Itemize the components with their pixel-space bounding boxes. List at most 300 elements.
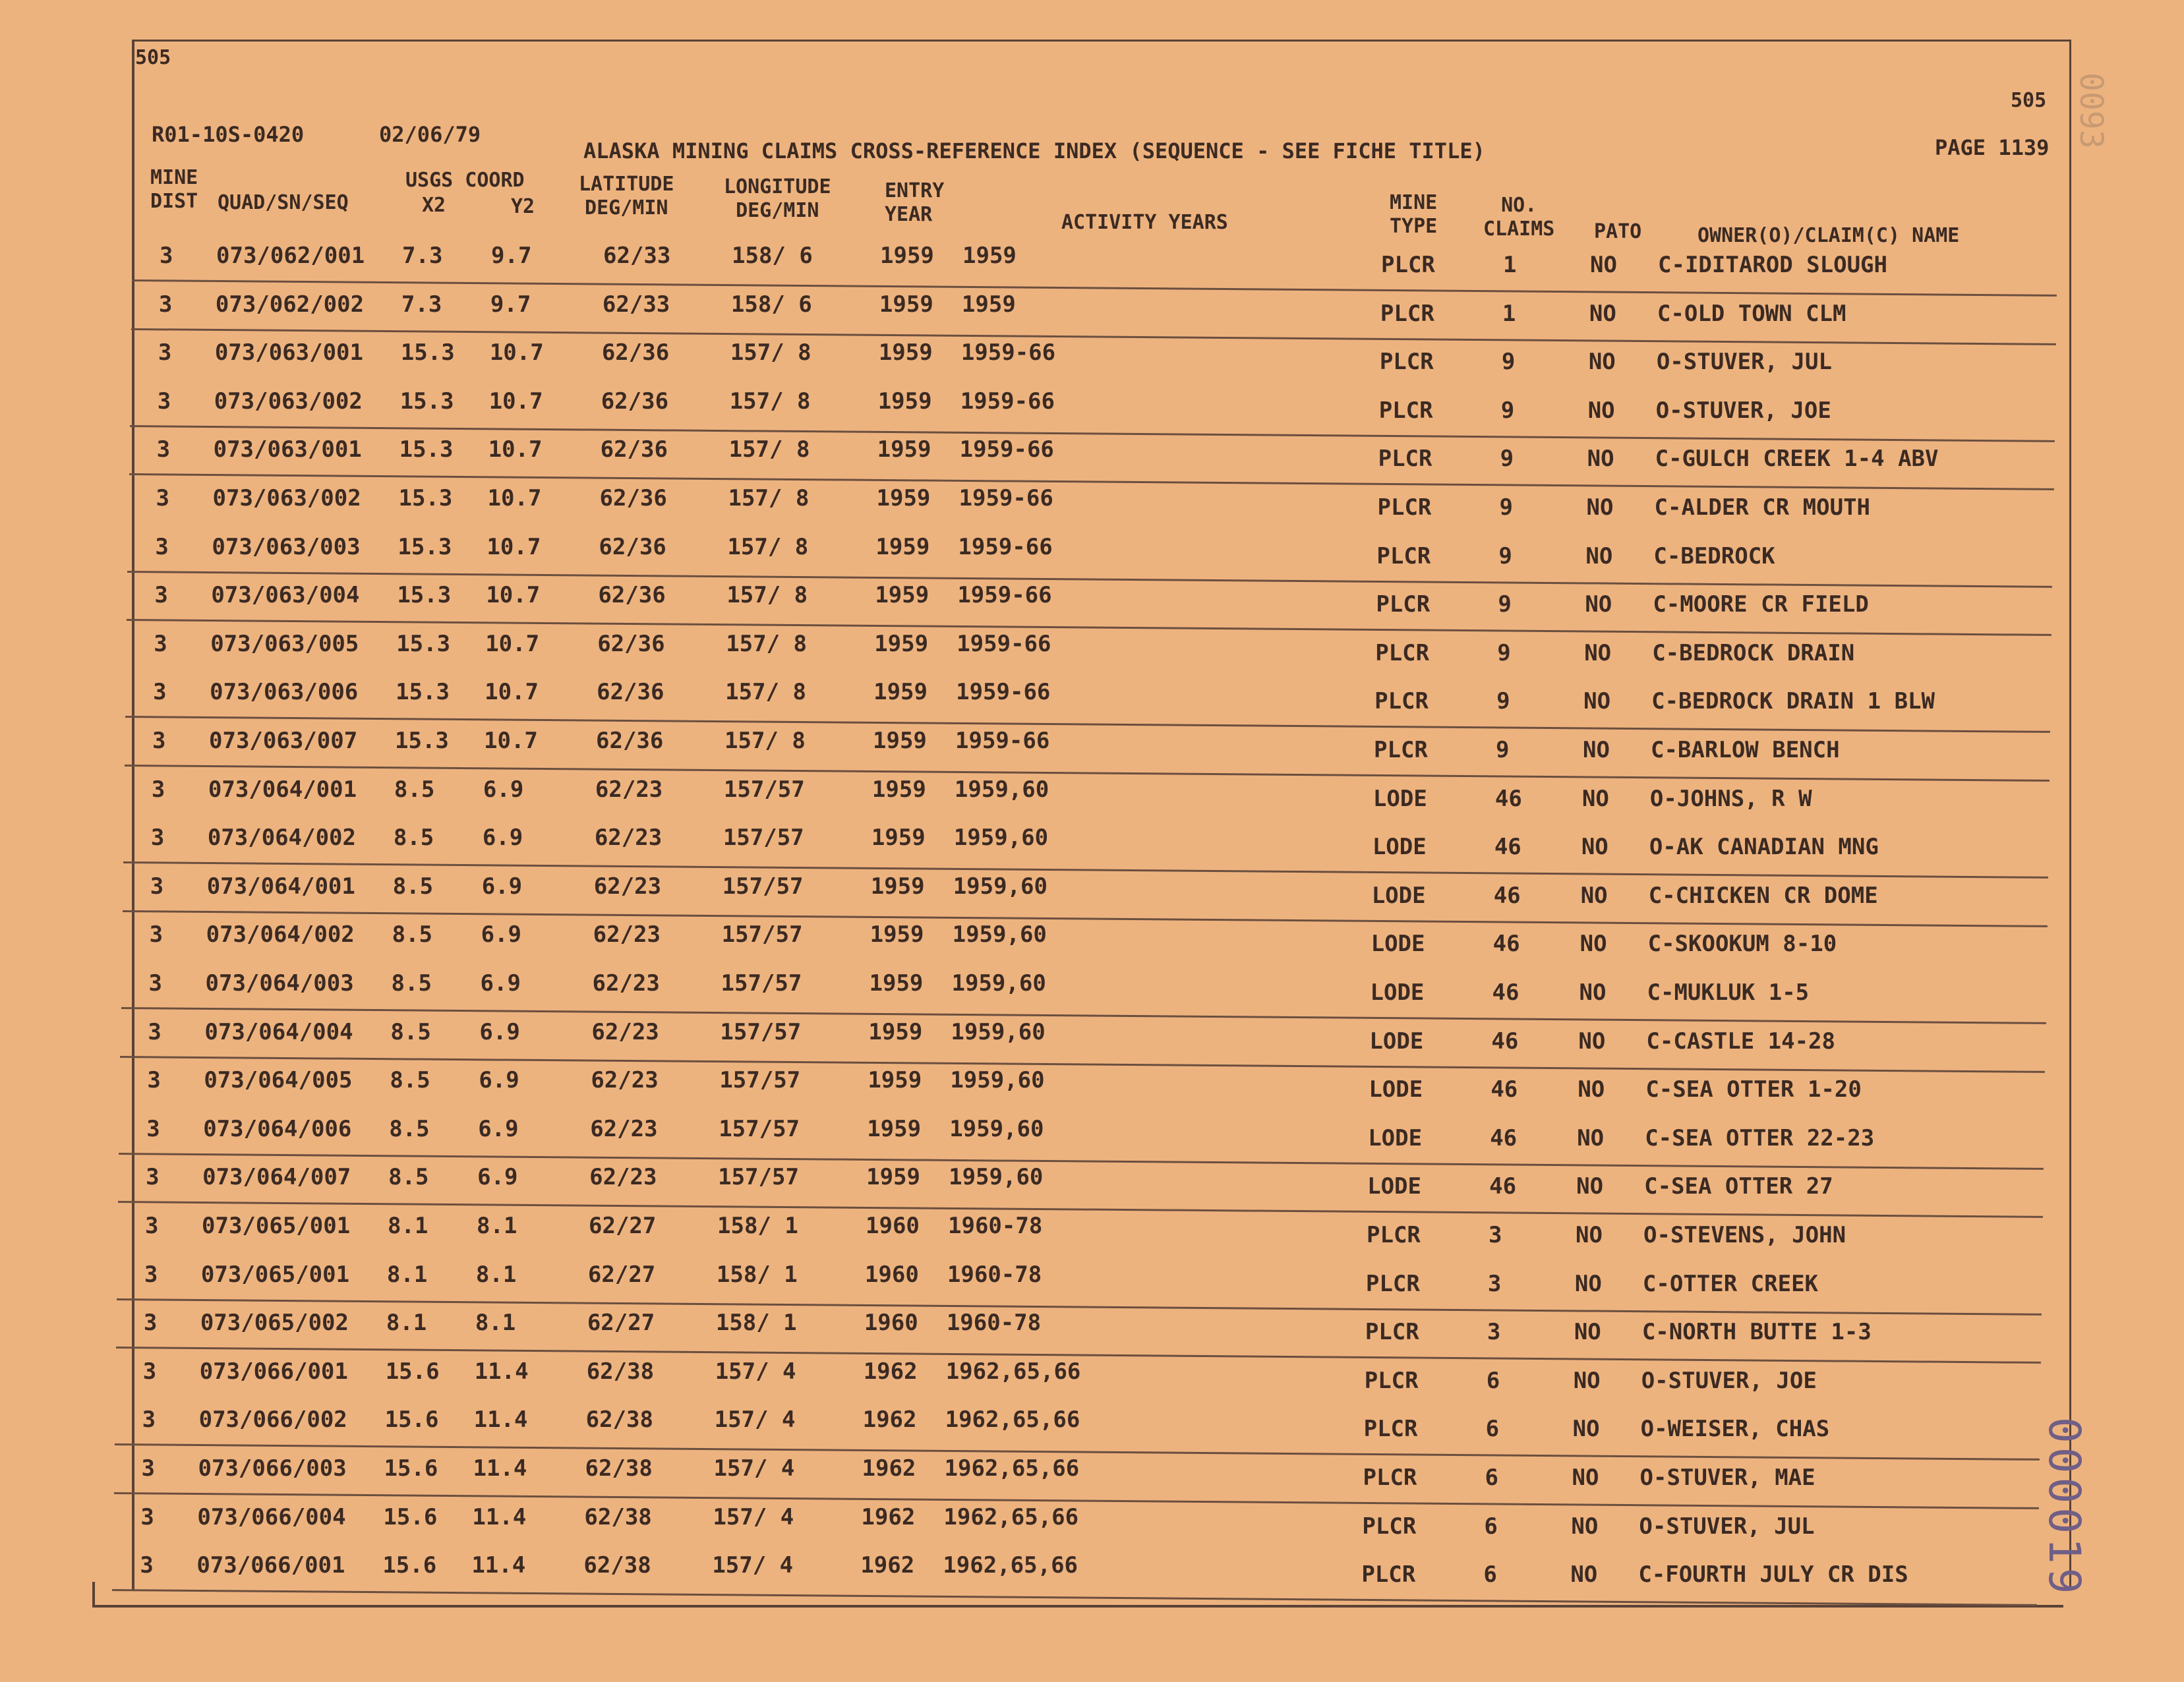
longitude: 157/ 4: [713, 1455, 795, 1482]
entry-year: 1959: [871, 776, 926, 803]
mine-type: PLCR: [1374, 688, 1429, 715]
latitude: 62/36: [601, 339, 670, 366]
mine-type: LODE: [1372, 834, 1427, 861]
quad-sn-seq: 073/066/001: [199, 1358, 348, 1385]
no-claims: 6: [1485, 1416, 1500, 1443]
mine-dist: 3: [141, 1455, 155, 1482]
col-longitude-line2: DEG/MIN: [736, 199, 819, 222]
owner-claim-name: C-GULCH CREEK 1-4 ABV: [1655, 446, 1939, 473]
mine-type: PLCR: [1365, 1270, 1420, 1297]
film-mark-top-left: 505: [135, 46, 171, 69]
table-row: [0, 1455, 2166, 1504]
no-claims: 9: [1498, 591, 1512, 618]
entry-year: 1960: [864, 1261, 919, 1288]
mine-dist: 3: [156, 485, 169, 511]
quad-sn-seq: 073/064/005: [204, 1067, 353, 1094]
latitude: 62/36: [598, 582, 666, 609]
entry-year: 1959: [868, 1067, 922, 1094]
pato: NO: [1584, 639, 1612, 666]
table-row: [0, 1504, 2165, 1553]
usgs-y2: 10.7: [487, 533, 541, 560]
no-claims: 9: [1500, 446, 1514, 473]
pato: NO: [1579, 979, 1607, 1006]
mine-type: LODE: [1369, 1028, 1424, 1055]
col-mine-type: [1390, 191, 1437, 239]
owner-claim-name: C-MUKLUK 1-5: [1647, 979, 1810, 1006]
mine-dist: 3: [158, 291, 173, 318]
latitude: 62/23: [593, 921, 661, 948]
pato: NO: [1577, 1124, 1605, 1151]
longitude: 157/57: [723, 825, 804, 852]
longitude: 157/ 8: [726, 630, 808, 657]
mine-type: PLCR: [1378, 446, 1432, 473]
longitude: 157/57: [722, 873, 804, 900]
usgs-x2: 8.5: [392, 921, 433, 948]
quad-sn-seq: 073/063/004: [211, 582, 360, 609]
quad-sn-seq: 073/064/007: [202, 1164, 351, 1191]
pato: NO: [1574, 1319, 1601, 1346]
latitude: 62/36: [597, 679, 664, 706]
longitude: 157/57: [718, 1164, 799, 1191]
no-claims: 1: [1503, 252, 1517, 278]
col-activity-years: ACTIVITY YEARS: [1061, 211, 1228, 234]
mine-type: LODE: [1372, 785, 1427, 812]
no-claims: 46: [1491, 1028, 1519, 1055]
owner-claim-name: C-MOORE CR FIELD: [1653, 591, 1869, 618]
pato: NO: [1576, 1173, 1604, 1200]
mine-type: LODE: [1368, 1124, 1423, 1151]
entry-year: 1959: [875, 533, 930, 560]
no-claims: 9: [1500, 397, 1515, 424]
table-row: [0, 1552, 2164, 1601]
pato: NO: [1576, 1222, 1603, 1248]
usgs-x2: 8.5: [391, 970, 432, 997]
usgs-x2: 15.3: [400, 339, 455, 366]
usgs-y2: 10.7: [485, 630, 540, 657]
mine-dist: 3: [147, 1067, 161, 1094]
no-claims: 9: [1496, 737, 1510, 763]
activity-years: 1962,65,66: [944, 1455, 1080, 1482]
owner-claim-name: C-ALDER CR MOUTH: [1654, 494, 1871, 521]
col-entry-year: [885, 179, 944, 227]
usgs-y2: 6.9: [480, 970, 521, 997]
entry-year: 1962: [862, 1406, 917, 1434]
col-owner-claim: OWNER(O)/CLAIM(C) NAME: [1697, 224, 1960, 247]
usgs-x2: 8.5: [392, 873, 434, 900]
usgs-y2: 6.9: [478, 1115, 519, 1142]
no-claims: 46: [1489, 1173, 1517, 1200]
pato: NO: [1572, 1416, 1600, 1443]
longitude: 158/ 6: [730, 291, 812, 318]
table-row: [0, 339, 2183, 388]
mine-dist: 3: [140, 1552, 154, 1579]
quad-sn-seq: 073/063/003: [212, 533, 361, 560]
pato: NO: [1574, 1270, 1602, 1297]
usgs-x2: 8.1: [386, 1261, 428, 1288]
latitude: 62/23: [594, 825, 663, 852]
table-row: [0, 873, 2175, 922]
activity-years: 1959,60: [953, 873, 1048, 900]
owner-claim-name: C-CHICKEN CR DOME: [1648, 882, 1878, 909]
mine-type: PLCR: [1361, 1561, 1416, 1588]
owner-claim-name: O-WEISER, CHAS: [1640, 1416, 1830, 1443]
owner-claim-name: C-BEDROCK: [1653, 542, 1775, 569]
latitude: 62/38: [585, 1455, 653, 1482]
latitude: 62/23: [589, 1164, 657, 1191]
mine-type: PLCR: [1380, 300, 1434, 327]
activity-years: 1959-66: [957, 582, 1052, 609]
no-claims: 46: [1493, 882, 1521, 909]
owner-claim-name: C-SKOOKUM 8-10: [1647, 931, 1837, 958]
usgs-x2: 8.5: [388, 1164, 429, 1191]
table-row: [0, 1019, 2172, 1068]
quad-sn-seq: 073/064/004: [204, 1018, 353, 1045]
mine-dist: 3: [146, 1164, 160, 1191]
mine-dist: 3: [153, 679, 167, 706]
mine-dist: 3: [158, 339, 172, 366]
usgs-x2: 15.3: [396, 630, 451, 657]
no-claims: 46: [1492, 931, 1520, 958]
mine-dist: 3: [142, 1358, 157, 1385]
mine-dist: 3: [156, 436, 171, 463]
pato: NO: [1579, 931, 1607, 958]
usgs-x2: 8.5: [390, 1018, 431, 1045]
table-row: [0, 534, 2179, 583]
mine-dist: 3: [154, 630, 167, 657]
activity-years: 1959-66: [959, 436, 1054, 463]
report-id: R01-10S-0420: [152, 122, 305, 147]
row-rule: [112, 1589, 2037, 1606]
usgs-x2: 15.3: [395, 728, 449, 754]
table-row: [0, 728, 2177, 776]
table-row: [0, 1406, 2167, 1455]
col-x2: X2: [422, 194, 446, 217]
col-pato: PATO: [1594, 220, 1642, 243]
col-latitude-line2: DEG/MIN: [585, 196, 668, 219]
table-row: [0, 1310, 2168, 1358]
usgs-x2: 15.3: [397, 582, 452, 609]
col-entry-year-line2: YEAR: [885, 203, 933, 226]
quad-sn-seq: 073/063/007: [209, 728, 358, 754]
col-mine-type-line2: TYPE: [1390, 215, 1438, 238]
latitude: 62/36: [600, 436, 668, 463]
mine-type: PLCR: [1381, 252, 1435, 278]
latitude: 62/27: [589, 1213, 657, 1239]
mine-dist: 3: [145, 1213, 159, 1239]
usgs-y2: 6.9: [482, 825, 523, 852]
col-no-claims: [1483, 194, 1554, 241]
pato: NO: [1583, 737, 1610, 763]
activity-years: 1959,60: [951, 970, 1046, 997]
col-entry-year-line1: ENTRY: [885, 179, 945, 202]
latitude: 62/36: [599, 533, 666, 560]
table-row: [0, 679, 2177, 728]
no-claims: 46: [1494, 785, 1522, 812]
owner-claim-name: O-STUVER, JUL: [1656, 349, 1832, 376]
owner-claim-name: O-STUVER, MAE: [1639, 1464, 1815, 1491]
no-claims: 9: [1497, 639, 1511, 666]
table-row: [0, 582, 2179, 631]
longitude: 157/57: [719, 1115, 800, 1142]
quad-sn-seq: 073/064/002: [206, 921, 355, 948]
pato: NO: [1581, 834, 1608, 861]
usgs-y2: 11.4: [473, 1455, 527, 1482]
pato: NO: [1587, 446, 1614, 473]
longitude: 158/ 1: [717, 1213, 798, 1239]
usgs-y2: 10.7: [484, 728, 538, 754]
usgs-y2: 11.4: [471, 1552, 526, 1579]
mine-dist: 3: [149, 921, 163, 948]
mine-dist: 3: [140, 1503, 154, 1530]
mine-dist: 3: [148, 970, 162, 997]
longitude: 157/ 4: [715, 1358, 796, 1385]
no-claims: 46: [1492, 979, 1520, 1006]
pato: NO: [1587, 397, 1615, 424]
table-row: [0, 631, 2178, 680]
longitude: 157/ 4: [713, 1503, 794, 1530]
activity-years: 1959,60: [953, 825, 1049, 852]
mine-dist: 3: [151, 776, 165, 803]
latitude: 62/36: [597, 630, 665, 657]
mine-type: LODE: [1370, 979, 1425, 1006]
col-quad: QUAD/SN/SEQ: [218, 191, 349, 214]
activity-years: 1959,60: [950, 1067, 1045, 1094]
activity-years: 1959,60: [954, 776, 1049, 803]
table-row: [0, 485, 2181, 534]
usgs-x2: 15.6: [385, 1358, 440, 1385]
quad-sn-seq: 073/064/003: [205, 970, 354, 997]
owner-claim-name: C-BARLOW BENCH: [1651, 737, 1840, 763]
longitude: 157/57: [719, 1067, 801, 1094]
longitude: 158/ 1: [716, 1261, 798, 1288]
table-row: [0, 1213, 2169, 1262]
mine-type: PLCR: [1379, 349, 1434, 376]
pato: NO: [1580, 882, 1608, 909]
mine-type: PLCR: [1374, 737, 1428, 763]
quad-sn-seq: 073/065/001: [202, 1213, 351, 1239]
entry-year: 1962: [862, 1455, 916, 1482]
usgs-x2: 8.5: [389, 1115, 430, 1142]
latitude: 62/38: [583, 1552, 651, 1579]
longitude: 157/57: [720, 1018, 802, 1045]
entry-year: 1959: [867, 1115, 922, 1142]
usgs-y2: 11.4: [473, 1406, 528, 1434]
col-usgs-coord: USGS COORD: [405, 169, 525, 192]
usgs-y2: 6.9: [479, 1018, 520, 1045]
no-claims: 6: [1484, 1513, 1498, 1540]
page-number: PAGE 1139: [1935, 135, 2050, 160]
usgs-y2: 10.7: [485, 679, 539, 706]
col-latitude: [579, 173, 674, 220]
latitude: 62/23: [591, 1018, 659, 1045]
pato: NO: [1581, 785, 1609, 812]
table-row: [0, 776, 2176, 825]
usgs-y2: 11.4: [472, 1503, 527, 1530]
owner-claim-name: C-CASTLE 14-28: [1646, 1028, 1835, 1055]
longitude: 157/ 8: [727, 533, 809, 560]
usgs-y2: 11.4: [474, 1358, 529, 1385]
mine-dist: 3: [155, 533, 169, 560]
col-longitude: [724, 175, 831, 223]
no-claims: 46: [1490, 1076, 1518, 1103]
usgs-x2: 15.6: [383, 1503, 438, 1530]
mine-dist: 3: [152, 728, 166, 754]
pato: NO: [1571, 1513, 1599, 1540]
mine-type: PLCR: [1378, 397, 1433, 424]
longitude: 157/ 8: [728, 436, 810, 463]
entry-year: 1959: [874, 630, 929, 657]
usgs-y2: 8.1: [477, 1213, 517, 1239]
mine-dist: 3: [143, 1310, 158, 1337]
activity-years: 1959-66: [955, 728, 1050, 754]
entry-year: 1959: [880, 243, 934, 269]
entry-year: 1959: [866, 1164, 920, 1191]
entry-year: 1959: [873, 679, 928, 706]
longitude: 157/ 4: [714, 1406, 796, 1434]
longitude: 157/ 4: [712, 1552, 794, 1579]
col-mine-dist-line1: MINE: [150, 166, 198, 189]
owner-claim-name: C-OTTER CREEK: [1642, 1270, 1819, 1297]
mine-dist: 3: [150, 873, 164, 900]
mine-type: LODE: [1371, 882, 1426, 909]
table-row: [0, 388, 2182, 437]
col-longitude-line1: LONGITUDE: [724, 175, 831, 198]
mine-dist: 3: [142, 1406, 156, 1434]
activity-years: 1959: [962, 243, 1017, 269]
mine-type: LODE: [1369, 1076, 1423, 1103]
quad-sn-seq: 073/063/002: [212, 485, 361, 511]
entry-year: 1959: [870, 921, 924, 948]
owner-claim-name: C-SEA OTTER 27: [1644, 1173, 1833, 1200]
longitude: 158/ 6: [732, 243, 813, 269]
no-claims: 9: [1498, 542, 1512, 569]
mine-type: PLCR: [1363, 1416, 1418, 1443]
latitude: 62/36: [599, 485, 667, 511]
mine-dist: 3: [150, 825, 165, 852]
film-side-number-top: 0093: [2073, 72, 2110, 149]
latitude: 62/36: [601, 388, 669, 415]
longitude: 157/57: [721, 970, 802, 997]
longitude: 157/ 8: [725, 679, 806, 706]
latitude: 62/38: [584, 1503, 652, 1530]
col-latitude-line1: LATITUDE: [579, 173, 674, 196]
owner-claim-name: O-STEVENS, JOHN: [1643, 1222, 1846, 1248]
mine-dist: 3: [148, 1018, 162, 1045]
usgs-x2: 8.5: [393, 825, 434, 852]
latitude: 62/23: [595, 776, 663, 803]
owner-claim-name: C-FOURTH JULY CR DIS: [1638, 1561, 1908, 1588]
longitude: 157/ 8: [730, 339, 812, 366]
col-mine-dist-line2: DIST: [150, 190, 198, 213]
pato: NO: [1572, 1464, 1599, 1491]
activity-years: 1959-66: [958, 533, 1053, 560]
usgs-x2: 8.1: [386, 1310, 427, 1337]
entry-year: 1962: [861, 1503, 916, 1530]
mine-type: PLCR: [1362, 1513, 1417, 1540]
pato: NO: [1585, 591, 1612, 618]
usgs-y2: 6.9: [481, 873, 523, 900]
owner-claim-name: O-AK CANADIAN MNG: [1649, 834, 1879, 861]
usgs-x2: 15.3: [398, 533, 452, 560]
activity-years: 1959-66: [959, 485, 1053, 511]
table-row: [0, 243, 2184, 291]
activity-years: 1962,65,66: [943, 1503, 1079, 1530]
pato: NO: [1573, 1367, 1601, 1394]
usgs-y2: 10.7: [487, 485, 542, 511]
entry-year: 1959: [877, 388, 932, 415]
activity-years: 1962,65,66: [943, 1552, 1078, 1579]
mine-type: LODE: [1371, 931, 1425, 958]
pato: NO: [1586, 494, 1614, 521]
table-row: [0, 1067, 2171, 1116]
activity-years: 1960-78: [946, 1310, 1042, 1337]
quad-sn-seq: 073/064/002: [207, 825, 356, 852]
table-row: [0, 436, 2181, 485]
owner-claim-name: C-BEDROCK DRAIN: [1652, 639, 1855, 666]
quad-sn-seq: 073/063/006: [210, 679, 359, 706]
mine-type: PLCR: [1377, 494, 1432, 521]
mine-type: PLCR: [1364, 1367, 1419, 1394]
entry-year: 1959: [876, 485, 931, 511]
usgs-y2: 9.7: [491, 243, 532, 269]
latitude: 62/23: [590, 1115, 658, 1142]
activity-years: 1962,65,66: [945, 1406, 1080, 1434]
usgs-x2: 7.3: [401, 291, 442, 318]
pato: NO: [1578, 1076, 1605, 1103]
entry-year: 1959: [873, 728, 927, 754]
table-row: [0, 1358, 2168, 1407]
col-y2: Y2: [511, 195, 535, 218]
mine-type: PLCR: [1365, 1319, 1419, 1346]
report-title: ALASKA MINING CLAIMS CROSS-REFERENCE INDEX (SEQUENCE - SEE FICHE TITLE): [583, 138, 1485, 163]
mine-dist: 3: [154, 582, 168, 609]
entry-year: 1959: [879, 291, 933, 318]
latitude: 62/27: [587, 1261, 656, 1288]
owner-claim-name: C-OLD TOWN CLM: [1657, 300, 1846, 327]
usgs-y2: 6.9: [481, 921, 522, 948]
quad-sn-seq: 073/062/001: [216, 243, 365, 269]
entry-year: 1959: [878, 339, 933, 366]
col-no-claims-line2: CLAIMS: [1483, 218, 1555, 241]
no-claims: 9: [1501, 349, 1516, 376]
mine-dist: 3: [146, 1115, 160, 1142]
usgs-y2: 6.9: [477, 1164, 518, 1191]
activity-years: 1959,60: [951, 1018, 1046, 1045]
usgs-x2: 8.5: [390, 1067, 430, 1094]
col-no-claims-line1: NO.: [1501, 194, 1537, 217]
pato: NO: [1588, 349, 1616, 376]
mine-dist: 3: [144, 1261, 158, 1288]
no-claims: 6: [1483, 1561, 1497, 1588]
latitude: 62/38: [586, 1358, 655, 1385]
report-date: 02/06/79: [379, 122, 481, 147]
usgs-x2: 15.3: [398, 485, 453, 511]
owner-claim-name: O-STUVER, JOE: [1641, 1367, 1817, 1394]
table-row: [0, 921, 2174, 970]
usgs-x2: 8.1: [388, 1213, 428, 1239]
activity-years: 1960-78: [948, 1213, 1043, 1239]
table-row: [0, 1262, 2169, 1310]
latitude: 62/23: [591, 1067, 659, 1094]
quad-sn-seq: 073/065/002: [200, 1310, 349, 1337]
activity-years: 1959,60: [952, 921, 1047, 948]
quad-sn-seq: 073/066/004: [197, 1503, 346, 1530]
usgs-y2: 6.9: [479, 1067, 519, 1094]
usgs-x2: 15.6: [382, 1552, 437, 1579]
no-claims: 3: [1487, 1319, 1501, 1346]
pato: NO: [1570, 1561, 1598, 1588]
pato: NO: [1585, 542, 1613, 569]
